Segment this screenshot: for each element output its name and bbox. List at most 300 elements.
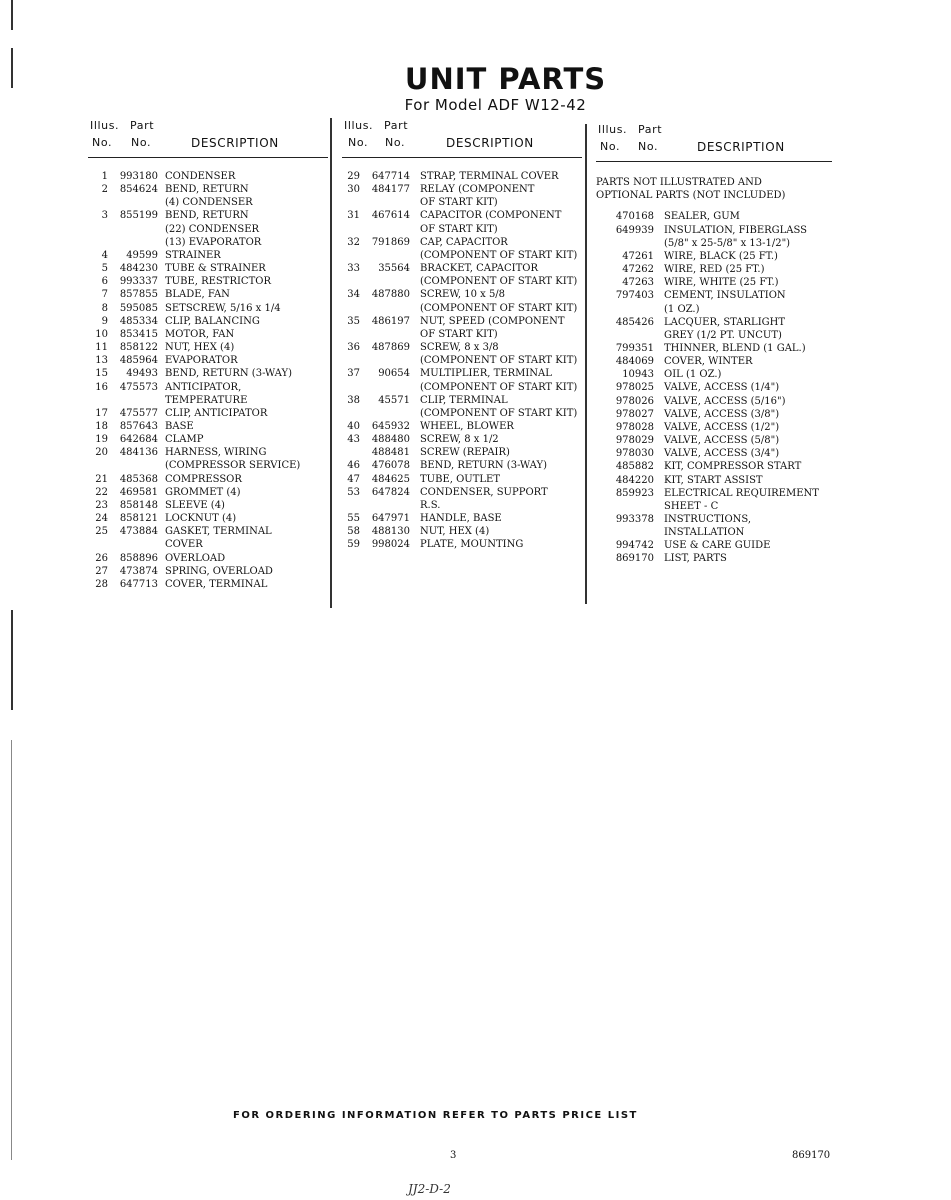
part-description: LIST, PARTS [664,553,727,565]
part-row [88,538,328,551]
illus-number: 5 [101,263,108,275]
part-row [596,526,832,539]
part-number [108,394,158,407]
part-number: 35564 [378,263,410,275]
part-number: 487869 [371,342,410,354]
part-description: OF START KIT) [420,223,498,235]
part-row [88,499,328,512]
part-description: WIRE, RED (25 FT.) [664,264,765,276]
header-part: Part [384,119,409,132]
part-row [342,170,582,183]
part-number: 90654 [378,368,410,380]
part-description: GASKET, TERMINAL [165,526,272,538]
part-number: 470168 [615,211,654,223]
part-description: WHEEL, BLOWER [420,420,514,432]
part-number: 10943 [622,369,654,381]
part-description: RELAY (COMPONENT [420,184,535,196]
part-number: 485882 [615,461,654,473]
part-number: 993378 [615,514,654,525]
illus-number: 21 [95,473,108,485]
page-subtitle: For Model ADF W12-42 [404,96,587,114]
part-description: VALVE, ACCESS (5/8") [664,435,780,447]
part-number: 791869 [371,236,410,248]
part-number: 45571 [378,394,410,406]
illus-number: 16 [95,381,108,393]
part-row [342,196,582,209]
parts-column-2 [342,119,582,552]
part-description: MULTIPLIER, TERMINAL [420,368,552,380]
form-number: 869170 [792,1150,831,1161]
illus-number [342,275,360,288]
part-row [596,342,832,355]
part-number [360,328,410,341]
column-divider [330,118,332,608]
part-number: 475573 [119,381,158,393]
illus-number: 19 [95,434,108,446]
part-number [108,538,158,551]
part-number: 47262 [622,264,654,276]
part-description: TUBE & STRAINER [165,263,266,275]
scan-edge-mark [11,740,12,1160]
part-number [360,302,410,315]
column-header [88,119,328,157]
illus-number: 59 [347,539,360,551]
header-no: No. [600,140,621,153]
part-description: BEND, RETURN (3-WAY) [165,368,292,380]
part-row [88,170,328,183]
part-description: VALVE, ACCESS (1/2") [664,421,780,433]
part-number: 49599 [126,249,158,261]
part-number: 858121 [119,513,158,525]
header-part: Part [638,123,663,136]
part-row [88,473,328,486]
part-row [596,237,832,250]
part-row [342,223,582,236]
illus-number: 23 [95,499,108,511]
part-row [596,368,832,381]
part-row [88,249,328,262]
scan-edge-mark [11,610,13,710]
illus-number: 20 [95,447,108,459]
illus-number: 47 [347,473,360,485]
part-number [108,196,158,209]
part-description: BEND, RETURN [165,210,249,222]
part-row [342,367,582,380]
header-no: No. [348,136,369,149]
part-description: SCREW, 10 x 5/8 [420,289,506,301]
part-row [88,367,328,380]
part-number [108,223,158,236]
illus-number: 6 [101,276,108,288]
part-description: VALVE, ACCESS (1/4") [664,382,780,394]
part-row [342,459,582,472]
illus-number: 30 [347,184,360,196]
illus-number: 37 [347,368,360,380]
illus-number: 32 [347,236,360,248]
part-description: MOTOR, FAN [165,328,235,340]
part-description: SLEEVE (4) [165,499,225,511]
illus-number [342,328,360,341]
part-number: 855199 [119,210,158,222]
part-row [596,487,832,500]
part-description: SEALER, GUM [664,211,740,223]
part-row [596,250,832,263]
part-number: 484136 [119,447,158,459]
page-title: UNIT PARTS [404,62,607,96]
part-description: CLIP, TERMINAL [420,394,508,406]
part-description: LACQUER, STARLIGHT [664,316,786,328]
part-row [88,354,328,367]
part-row [342,183,582,196]
part-description: SPRING, OVERLOAD [165,565,273,577]
part-row [596,421,832,434]
part-number: 647713 [119,578,158,590]
illus-number: 55 [347,513,360,525]
illus-number: 8 [101,302,108,314]
part-number: 647971 [371,513,410,525]
part-row [88,525,328,538]
header-rule [596,161,832,162]
header-rule [88,157,328,158]
part-description: (COMPONENT OF START KIT) [420,302,578,314]
note-line: PARTS NOT ILLUSTRATED AND [596,177,762,188]
part-number: 485334 [119,315,158,327]
illus-number [342,381,360,394]
part-description: (1 OZ.) [664,303,700,315]
part-row [342,538,582,551]
part-number: 484220 [615,474,654,486]
part-number: 486197 [371,315,410,327]
part-number: 978026 [615,395,654,407]
part-description: HARNESS, WIRING [165,447,267,459]
part-row [88,578,328,591]
part-description: EVAPORATOR [165,355,238,367]
illus-number [88,236,108,249]
part-row [342,512,582,525]
part-row [596,500,832,513]
part-number [596,329,654,342]
part-description: VALVE, ACCESS (3/4") [664,448,780,460]
illus-number: 38 [347,394,360,406]
part-description: NUT, HEX (4) [420,526,490,538]
part-description: (13) EVAPORATOR [165,236,262,248]
part-number: 854624 [119,184,158,196]
header-description: DESCRIPTION [697,140,785,154]
part-row [596,408,832,421]
part-row [596,460,832,473]
illus-number: 58 [347,526,360,538]
illus-number: 34 [347,289,360,301]
part-row [596,329,832,342]
part-row [596,513,832,526]
note-line: OPTIONAL PARTS (NOT INCLUDED) [596,190,786,202]
part-row [342,407,582,420]
illus-number: 3 [101,210,108,222]
illus-number [342,499,360,512]
illus-number: 43 [347,434,360,446]
part-description: NUT, SPEED (COMPONENT [420,315,565,327]
part-description: (22) CONDENSER [165,223,260,235]
part-number [596,526,654,539]
illus-number: 31 [347,210,360,222]
header-no: No. [92,136,113,149]
part-description: STRAP, TERMINAL COVER [420,171,559,182]
header-no: No. [385,136,406,149]
part-number: 484625 [371,473,410,485]
part-number: 473874 [119,565,158,577]
part-number: 993180 [119,171,158,182]
column-divider [585,124,587,604]
illus-number: 1 [101,171,108,182]
parts-column-3 [596,123,832,566]
part-number: 978028 [615,421,654,433]
part-row [596,316,832,329]
header-description: DESCRIPTION [446,136,534,150]
part-description: SHEET - C [664,500,719,512]
part-row [342,341,582,354]
part-row [342,302,582,315]
part-description: OVERLOAD [165,552,226,564]
header-description: DESCRIPTION [191,136,279,150]
part-number [360,223,410,236]
part-description: ELECTRICAL REQUIREMENT [664,487,819,499]
illus-number [88,459,108,472]
illus-number: 28 [95,578,108,590]
part-number: 642684 [119,434,158,446]
part-description: TUBE, RESTRICTOR [165,276,271,288]
part-number: 485426 [615,316,654,328]
part-row [596,210,832,223]
illus-number: 53 [347,486,360,498]
part-row [88,381,328,394]
part-description: INSULATION, FIBERGLASS [664,224,808,236]
parts-list [88,170,328,591]
part-row [88,328,328,341]
part-row [342,262,582,275]
part-number [360,275,410,288]
part-description: ANTICIPATOR, [165,381,242,393]
illus-number: 40 [347,420,360,432]
illus-number: 35 [347,315,360,327]
part-description: (4) CONDENSER [165,197,253,209]
part-number: 473884 [119,526,158,538]
part-row [88,407,328,420]
illus-number [342,407,360,420]
part-row [88,512,328,525]
part-row [342,420,582,433]
header-no: No. [131,136,152,149]
column-header [596,123,832,161]
part-row [88,552,328,565]
part-number [596,500,654,513]
illus-number [342,223,360,236]
part-description: R.S. [420,499,441,511]
part-number: 488480 [371,434,410,446]
illus-number: 29 [347,171,360,182]
part-description: GROMMET (4) [165,486,241,498]
part-number [360,249,410,262]
header-illus: Illus. [344,119,374,132]
illus-number [342,302,360,315]
part-number: 978027 [615,408,654,420]
part-number: 476078 [371,460,410,472]
part-row [342,288,582,301]
part-description: (COMPONENT OF START KIT) [420,381,578,393]
part-description: PLATE, MOUNTING [420,539,524,551]
part-row [88,486,328,499]
part-description: (COMPONENT OF START KIT) [420,355,578,367]
scan-edge-mark [11,48,13,88]
part-number: 469581 [119,486,158,498]
part-description: (COMPONENT OF START KIT) [420,249,578,261]
illus-number [342,354,360,367]
part-row [596,552,832,565]
part-row [88,275,328,288]
part-description: BEND, RETURN [165,184,249,196]
illus-number: 13 [95,355,108,367]
part-number: 485964 [119,355,158,367]
part-row [342,446,582,459]
header-rule [342,157,582,158]
part-row [342,236,582,249]
part-number: 49493 [126,368,158,380]
part-description: INSTRUCTIONS, [664,514,752,525]
part-description: OF START KIT) [420,197,498,209]
handwritten-note: JJ2-D-2 [408,1182,451,1196]
part-description: SCREW, 8 x 3/8 [420,342,499,354]
illus-number [342,196,360,209]
part-description: CEMENT, INSULATION [664,290,786,302]
part-number: 484230 [119,263,158,275]
part-description: CLIP, ANTICIPATOR [165,407,268,419]
parts-column-1 [88,119,328,591]
part-row [342,328,582,341]
part-row [88,433,328,446]
illus-number [88,394,108,407]
part-row [596,539,832,552]
part-row [342,486,582,499]
part-row [342,275,582,288]
part-number [360,354,410,367]
part-number: 484069 [615,356,654,368]
illus-number: 10 [95,328,108,340]
header-illus: Illus. [90,119,120,132]
part-description: SCREW, 8 x 1/2 [420,434,499,446]
part-description: COVER [165,539,203,551]
part-number: 858148 [119,499,158,511]
illus-number: 36 [347,342,360,354]
part-row [596,395,832,408]
illus-number: 22 [95,486,108,498]
part-description: NUT, HEX (4) [165,342,235,354]
illus-number: 33 [347,263,360,275]
part-number: 488130 [371,526,410,538]
part-description: BASE [165,420,194,432]
part-number: 993337 [119,276,158,288]
part-row [342,249,582,262]
part-row [342,315,582,328]
part-row [88,236,328,249]
illus-number: 24 [95,513,108,525]
part-row [88,315,328,328]
part-description: CAPACITOR (COMPONENT [420,210,562,222]
part-description: COVER, WINTER [664,356,753,368]
part-number: 978025 [615,382,654,394]
part-number [360,196,410,209]
part-description: KIT, COMPRESSOR START [664,461,802,473]
part-number: 799351 [615,342,654,354]
part-description: GREY (1/2 PT. UNCUT) [664,329,782,341]
part-description: HANDLE, BASE [420,513,502,525]
part-description: CLAMP [165,434,204,446]
part-description: (COMPONENT OF START KIT) [420,407,578,419]
part-number: 857855 [119,289,158,301]
illus-number: 18 [95,420,108,432]
parts-list [596,210,832,565]
part-number [108,459,158,472]
part-number: 853415 [119,328,158,340]
header-illus: Illus. [598,123,628,136]
part-row [342,473,582,486]
part-description: VALVE, ACCESS (3/8") [664,408,780,420]
part-description: OIL (1 OZ.) [664,369,722,381]
part-row [88,209,328,222]
part-row [88,341,328,354]
illus-number [88,223,108,236]
part-row [342,209,582,222]
part-description: (COMPRESSOR SERVICE) [165,460,301,472]
part-row [88,223,328,236]
part-description: INSTALLATION [664,527,745,539]
part-number: 858122 [119,342,158,354]
illus-number: 4 [101,249,108,261]
part-number: 484177 [371,184,410,196]
part-row [88,302,328,315]
part-number [596,303,654,316]
part-description: CONDENSER [165,171,236,182]
part-description: CLIP, BALANCING [165,315,260,327]
part-row [596,447,832,460]
part-row [88,288,328,301]
part-row [596,434,832,447]
part-number: 647714 [371,171,410,182]
illus-number: 11 [95,342,108,354]
part-number: 488481 [371,447,410,459]
part-number: 797403 [615,290,654,302]
part-description: (COMPONENT OF START KIT) [420,276,578,288]
part-row [596,381,832,394]
part-row [342,354,582,367]
part-row [596,224,832,237]
part-number: 467614 [371,210,410,222]
scan-edge-mark [11,0,13,30]
part-number: 485368 [119,473,158,485]
ordering-info: FOR ORDERING INFORMATION REFER TO PARTS PRICE LIST [233,1110,638,1121]
part-description: CONDENSER, SUPPORT [420,486,548,498]
part-description: STRAINER [165,249,221,261]
part-description: TUBE, OUTLET [420,473,501,485]
illus-number [342,249,360,262]
part-description: (5/8" x 25-5/8" x 13-1/2") [664,237,791,249]
part-number [360,381,410,394]
part-row [88,420,328,433]
part-description: WIRE, BLACK (25 FT.) [664,250,778,262]
part-number: 645932 [371,420,410,432]
part-row [88,459,328,472]
part-row [596,276,832,289]
part-number: 649939 [615,224,654,236]
part-row [88,262,328,275]
